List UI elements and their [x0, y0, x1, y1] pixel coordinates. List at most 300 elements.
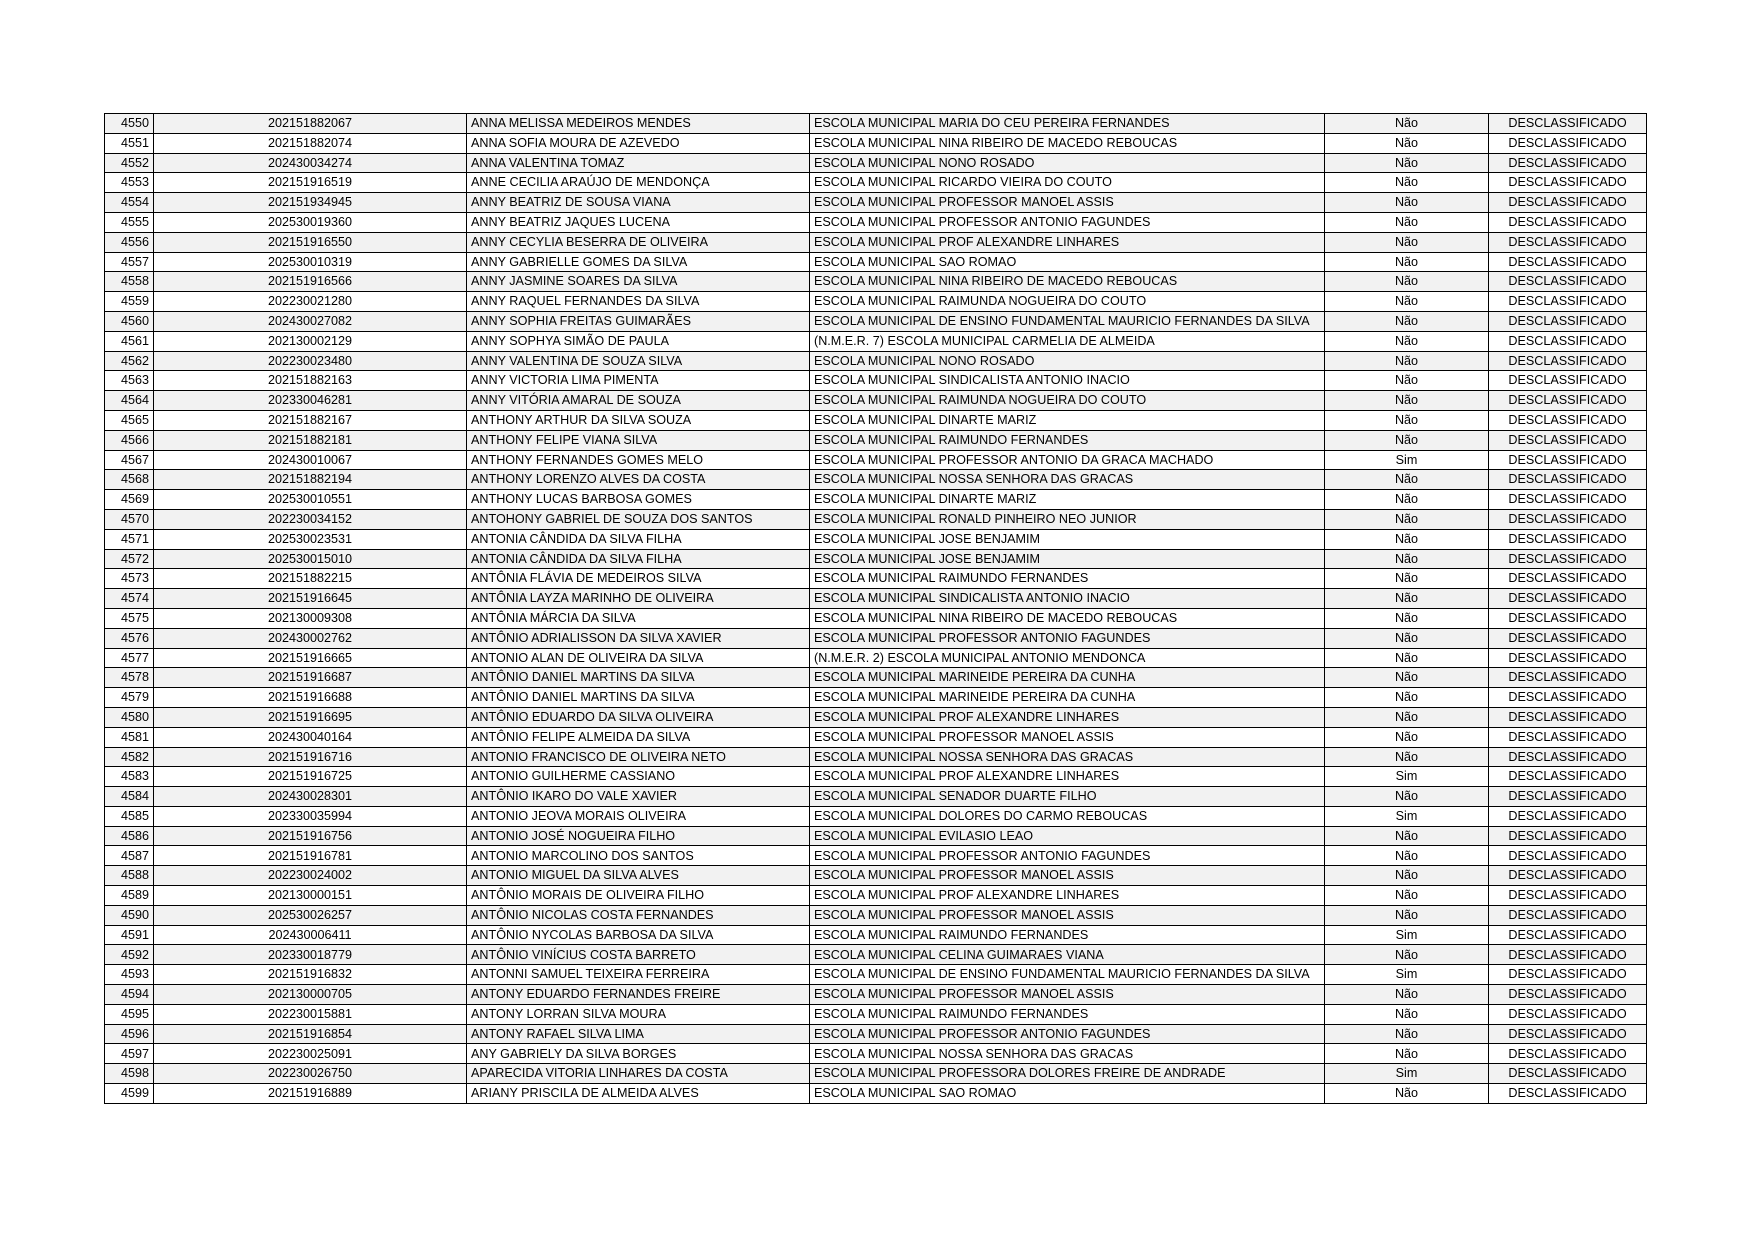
registration-id: 202330018779 [154, 945, 467, 965]
row-number: 4590 [105, 905, 154, 925]
status-label: DESCLASSIFICADO [1489, 668, 1647, 688]
status-label: DESCLASSIFICADO [1489, 608, 1647, 628]
candidate-name: ANY GABRIELY DA SILVA BORGES [467, 1044, 810, 1064]
row-number: 4578 [105, 668, 154, 688]
status-label: DESCLASSIFICADO [1489, 193, 1647, 213]
quota-flag: Não [1325, 410, 1489, 430]
registration-id: 202151916854 [154, 1024, 467, 1044]
table-row [105, 351, 1647, 371]
school-name: ESCOLA MUNICIPAL PROFESSOR MANOEL ASSIS [810, 866, 1325, 886]
row-number: 4557 [105, 252, 154, 272]
table-row [105, 410, 1647, 430]
registration-id: 202151916687 [154, 668, 467, 688]
row-number: 4550 [105, 114, 154, 134]
candidate-name: ANNY BEATRIZ JAQUES LUCENA [467, 212, 810, 232]
status-label: DESCLASSIFICADO [1489, 470, 1647, 490]
table-row [105, 668, 1647, 688]
quota-flag: Não [1325, 608, 1489, 628]
candidate-name: ANTHONY LORENZO ALVES DA COSTA [467, 470, 810, 490]
quota-flag: Não [1325, 905, 1489, 925]
status-label: DESCLASSIFICADO [1489, 589, 1647, 609]
status-label: DESCLASSIFICADO [1489, 272, 1647, 292]
quota-flag: Sim [1325, 965, 1489, 985]
status-label: DESCLASSIFICADO [1489, 707, 1647, 727]
quota-flag: Sim [1325, 450, 1489, 470]
status-label: DESCLASSIFICADO [1489, 1044, 1647, 1064]
table-row [105, 153, 1647, 173]
registration-id: 202151916756 [154, 826, 467, 846]
school-name: ESCOLA MUNICIPAL MARINEIDE PEREIRA DA CUNHA [810, 668, 1325, 688]
candidate-name: ANNY VICTORIA LIMA PIMENTA [467, 371, 810, 391]
status-label: DESCLASSIFICADO [1489, 430, 1647, 450]
quota-flag: Não [1325, 232, 1489, 252]
table-row [105, 985, 1647, 1005]
school-name: ESCOLA MUNICIPAL SINDICALISTA ANTONIO INACIO [810, 371, 1325, 391]
school-name: ESCOLA MUNICIPAL PROF ALEXANDRE LINHARES [810, 232, 1325, 252]
quota-flag: Não [1325, 886, 1489, 906]
school-name: ESCOLA MUNICIPAL PROFESSOR MANOEL ASSIS [810, 193, 1325, 213]
registration-id: 202530019360 [154, 212, 467, 232]
quota-flag: Não [1325, 846, 1489, 866]
quota-flag: Não [1325, 707, 1489, 727]
row-number: 4563 [105, 371, 154, 391]
school-name: ESCOLA MUNICIPAL JOSE BENJAMIM [810, 549, 1325, 569]
registration-id: 202130000151 [154, 886, 467, 906]
candidate-name: ANNE CECILIA ARAÚJO DE MENDONÇA [467, 173, 810, 193]
table-row [105, 648, 1647, 668]
row-number: 4560 [105, 311, 154, 331]
registration-id: 202130002129 [154, 331, 467, 351]
quota-flag: Sim [1325, 925, 1489, 945]
status-label: DESCLASSIFICADO [1489, 232, 1647, 252]
table-row [105, 589, 1647, 609]
registration-id: 202430027082 [154, 311, 467, 331]
school-name: ESCOLA MUNICIPAL NOSSA SENHORA DAS GRACAS [810, 747, 1325, 767]
registration-id: 202430002762 [154, 628, 467, 648]
quota-flag: Não [1325, 351, 1489, 371]
candidate-name: ANNY JASMINE SOARES DA SILVA [467, 272, 810, 292]
candidate-name: ANNA MELISSA MEDEIROS MENDES [467, 114, 810, 134]
table-row [105, 846, 1647, 866]
school-name: ESCOLA MUNICIPAL NONO ROSADO [810, 153, 1325, 173]
quota-flag: Sim [1325, 1064, 1489, 1084]
row-number: 4599 [105, 1084, 154, 1104]
candidate-name: ANNA SOFIA MOURA DE AZEVEDO [467, 133, 810, 153]
quota-flag: Não [1325, 1004, 1489, 1024]
row-number: 4577 [105, 648, 154, 668]
candidate-name: ANNY SOPHYA SIMÃO DE PAULA [467, 331, 810, 351]
quota-flag: Não [1325, 549, 1489, 569]
row-number: 4594 [105, 985, 154, 1005]
candidate-name: ANTHONY ARTHUR DA SILVA SOUZA [467, 410, 810, 430]
status-label: DESCLASSIFICADO [1489, 985, 1647, 1005]
row-number: 4589 [105, 886, 154, 906]
quota-flag: Não [1325, 569, 1489, 589]
quota-flag: Não [1325, 826, 1489, 846]
quota-flag: Não [1325, 153, 1489, 173]
school-name: ESCOLA MUNICIPAL CELINA GUIMARAES VIANA [810, 945, 1325, 965]
row-number: 4566 [105, 430, 154, 450]
candidate-name: ANTÔNIO VINÍCIUS COSTA BARRETO [467, 945, 810, 965]
quota-flag: Não [1325, 945, 1489, 965]
quota-flag: Não [1325, 371, 1489, 391]
registration-id: 202151882194 [154, 470, 467, 490]
row-number: 4579 [105, 688, 154, 708]
school-name: ESCOLA MUNICIPAL RONALD PINHEIRO NEO JUNIOR [810, 509, 1325, 529]
table-row [105, 1004, 1647, 1024]
table-row [105, 371, 1647, 391]
quota-flag: Não [1325, 1024, 1489, 1044]
quota-flag: Não [1325, 311, 1489, 331]
school-name: ESCOLA MUNICIPAL RAIMUNDO FERNANDES [810, 569, 1325, 589]
quota-flag: Não [1325, 628, 1489, 648]
row-number: 4554 [105, 193, 154, 213]
status-label: DESCLASSIFICADO [1489, 688, 1647, 708]
table-row [105, 193, 1647, 213]
candidate-name: ANNY VALENTINA DE SOUZA SILVA [467, 351, 810, 371]
row-number: 4564 [105, 391, 154, 411]
registration-id: 202530010319 [154, 252, 467, 272]
candidate-name: ANTÔNIO IKARO DO VALE XAVIER [467, 787, 810, 807]
registration-id: 202530015010 [154, 549, 467, 569]
status-label: DESCLASSIFICADO [1489, 410, 1647, 430]
candidate-name: ANNY RAQUEL FERNANDES DA SILVA [467, 292, 810, 312]
registration-id: 202430010067 [154, 450, 467, 470]
candidate-name: ANTONIA CÂNDIDA DA SILVA FILHA [467, 549, 810, 569]
table-row [105, 173, 1647, 193]
row-number: 4574 [105, 589, 154, 609]
quota-flag: Não [1325, 589, 1489, 609]
table-row [105, 1064, 1647, 1084]
status-label: DESCLASSIFICADO [1489, 905, 1647, 925]
status-label: DESCLASSIFICADO [1489, 450, 1647, 470]
candidate-name: ANTÔNIO ADRIALISSON DA SILVA XAVIER [467, 628, 810, 648]
row-number: 4588 [105, 866, 154, 886]
school-name: ESCOLA MUNICIPAL RAIMUNDA NOGUEIRA DO COUTO [810, 391, 1325, 411]
quota-flag: Não [1325, 787, 1489, 807]
status-label: DESCLASSIFICADO [1489, 747, 1647, 767]
registration-id: 202151882074 [154, 133, 467, 153]
table-row [105, 1024, 1647, 1044]
table-row [105, 450, 1647, 470]
quota-flag: Não [1325, 1044, 1489, 1064]
school-name: ESCOLA MUNICIPAL NINA RIBEIRO DE MACEDO REBOUCAS [810, 608, 1325, 628]
school-name: ESCOLA MUNICIPAL NINA RIBEIRO DE MACEDO REBOUCAS [810, 272, 1325, 292]
school-name: ESCOLA MUNICIPAL NOSSA SENHORA DAS GRACAS [810, 1044, 1325, 1064]
registration-id: 202151882067 [154, 114, 467, 134]
registration-id: 202151916566 [154, 272, 467, 292]
school-name: ESCOLA MUNICIPAL NOSSA SENHORA DAS GRACAS [810, 470, 1325, 490]
school-name: ESCOLA MUNICIPAL EVILASIO LEAO [810, 826, 1325, 846]
status-label: DESCLASSIFICADO [1489, 886, 1647, 906]
quota-flag: Não [1325, 529, 1489, 549]
quota-flag: Não [1325, 866, 1489, 886]
registration-id: 202530023531 [154, 529, 467, 549]
row-number: 4570 [105, 509, 154, 529]
quota-flag: Não [1325, 133, 1489, 153]
status-label: DESCLASSIFICADO [1489, 292, 1647, 312]
registration-id: 202151916688 [154, 688, 467, 708]
school-name: ESCOLA MUNICIPAL MARIA DO CEU PEREIRA FERNANDES [810, 114, 1325, 134]
candidate-name: ANTÔNIO FELIPE ALMEIDA DA SILVA [467, 727, 810, 747]
table-row [105, 252, 1647, 272]
status-label: DESCLASSIFICADO [1489, 569, 1647, 589]
table-row [105, 391, 1647, 411]
status-label: DESCLASSIFICADO [1489, 133, 1647, 153]
candidate-name: ANNY CECYLIA BESERRA DE OLIVEIRA [467, 232, 810, 252]
row-number: 4571 [105, 529, 154, 549]
row-number: 4565 [105, 410, 154, 430]
status-label: DESCLASSIFICADO [1489, 173, 1647, 193]
candidate-name: ANTÔNIO EDUARDO DA SILVA OLIVEIRA [467, 707, 810, 727]
school-name: ESCOLA MUNICIPAL PROFESSOR ANTONIO FAGUNDES [810, 212, 1325, 232]
status-label: DESCLASSIFICADO [1489, 925, 1647, 945]
school-name: ESCOLA MUNICIPAL DE ENSINO FUNDAMENTAL MAURICIO FERNANDES DA SILVA [810, 311, 1325, 331]
status-label: DESCLASSIFICADO [1489, 846, 1647, 866]
table-row [105, 925, 1647, 945]
registration-id: 202530010551 [154, 490, 467, 510]
status-label: DESCLASSIFICADO [1489, 212, 1647, 232]
table-row [105, 806, 1647, 826]
row-number: 4591 [105, 925, 154, 945]
school-name: ESCOLA MUNICIPAL RAIMUNDO FERNANDES [810, 430, 1325, 450]
row-number: 4567 [105, 450, 154, 470]
registration-id: 202430028301 [154, 787, 467, 807]
registration-id: 202230023480 [154, 351, 467, 371]
row-number: 4595 [105, 1004, 154, 1024]
row-number: 4597 [105, 1044, 154, 1064]
quota-flag: Não [1325, 470, 1489, 490]
table-row [105, 569, 1647, 589]
row-number: 4561 [105, 331, 154, 351]
status-label: DESCLASSIFICADO [1489, 1064, 1647, 1084]
school-name: ESCOLA MUNICIPAL DOLORES DO CARMO REBOUCAS [810, 806, 1325, 826]
candidate-name: ANTHONY FELIPE VIANA SILVA [467, 430, 810, 450]
table-row [105, 311, 1647, 331]
school-name: ESCOLA MUNICIPAL PROF ALEXANDRE LINHARES [810, 767, 1325, 787]
registration-id: 202230024002 [154, 866, 467, 886]
table-row [105, 133, 1647, 153]
row-number: 4596 [105, 1024, 154, 1044]
row-number: 4581 [105, 727, 154, 747]
row-number: 4576 [105, 628, 154, 648]
registration-id: 202151882181 [154, 430, 467, 450]
school-name: ESCOLA MUNICIPAL PROFESSORA DOLORES FREIRE DE ANDRADE [810, 1064, 1325, 1084]
quota-flag: Não [1325, 292, 1489, 312]
status-label: DESCLASSIFICADO [1489, 114, 1647, 134]
table-body [105, 114, 1647, 1104]
status-label: DESCLASSIFICADO [1489, 252, 1647, 272]
school-name: ESCOLA MUNICIPAL SAO ROMAO [810, 252, 1325, 272]
table-row [105, 470, 1647, 490]
row-number: 4598 [105, 1064, 154, 1084]
quota-flag: Não [1325, 212, 1489, 232]
table-row [105, 1084, 1647, 1104]
row-number: 4551 [105, 133, 154, 153]
candidate-name: APARECIDA VITORIA LINHARES DA COSTA [467, 1064, 810, 1084]
registration-id: 202151882167 [154, 410, 467, 430]
school-name: ESCOLA MUNICIPAL MARINEIDE PEREIRA DA CUNHA [810, 688, 1325, 708]
registration-id: 202151882163 [154, 371, 467, 391]
candidate-name: ANTHONY FERNANDES GOMES MELO [467, 450, 810, 470]
school-name: ESCOLA MUNICIPAL PROF ALEXANDRE LINHARES [810, 886, 1325, 906]
table-row [105, 232, 1647, 252]
status-label: DESCLASSIFICADO [1489, 767, 1647, 787]
status-label: DESCLASSIFICADO [1489, 1084, 1647, 1104]
row-number: 4553 [105, 173, 154, 193]
table-row [105, 430, 1647, 450]
status-label: DESCLASSIFICADO [1489, 391, 1647, 411]
row-number: 4559 [105, 292, 154, 312]
registration-id: 202151916832 [154, 965, 467, 985]
candidate-name: ANTÔNIO DANIEL MARTINS DA SILVA [467, 688, 810, 708]
row-number: 4584 [105, 787, 154, 807]
quota-flag: Não [1325, 727, 1489, 747]
status-label: DESCLASSIFICADO [1489, 529, 1647, 549]
row-number: 4586 [105, 826, 154, 846]
school-name: ESCOLA MUNICIPAL PROFESSOR MANOEL ASSIS [810, 985, 1325, 1005]
table-row [105, 529, 1647, 549]
registration-id: 202230021280 [154, 292, 467, 312]
quota-flag: Não [1325, 1084, 1489, 1104]
row-number: 4583 [105, 767, 154, 787]
quota-flag: Não [1325, 430, 1489, 450]
row-number: 4556 [105, 232, 154, 252]
row-number: 4555 [105, 212, 154, 232]
table-row [105, 1044, 1647, 1064]
row-number: 4593 [105, 965, 154, 985]
candidate-name: ANTONNI SAMUEL TEIXEIRA FERREIRA [467, 965, 810, 985]
registration-id: 202130009308 [154, 608, 467, 628]
candidate-name: ANTHONY LUCAS BARBOSA GOMES [467, 490, 810, 510]
status-label: DESCLASSIFICADO [1489, 628, 1647, 648]
school-name: ESCOLA MUNICIPAL SAO ROMAO [810, 1084, 1325, 1104]
status-label: DESCLASSIFICADO [1489, 1004, 1647, 1024]
school-name: ESCOLA MUNICIPAL SINDICALISTA ANTONIO INACIO [810, 589, 1325, 609]
table-row [105, 331, 1647, 351]
candidate-name: ANTONIO ALAN DE OLIVEIRA DA SILVA [467, 648, 810, 668]
registration-id: 202151916519 [154, 173, 467, 193]
table-row [105, 292, 1647, 312]
school-name: ESCOLA MUNICIPAL PROF ALEXANDRE LINHARES [810, 707, 1325, 727]
school-name: ESCOLA MUNICIPAL SENADOR DUARTE FILHO [810, 787, 1325, 807]
row-number: 4585 [105, 806, 154, 826]
quota-flag: Não [1325, 391, 1489, 411]
school-name: ESCOLA MUNICIPAL PROFESSOR ANTONIO DA GRACA MACHADO [810, 450, 1325, 470]
table-row [105, 866, 1647, 886]
registration-id: 202151916550 [154, 232, 467, 252]
candidate-name: ANNY GABRIELLE GOMES DA SILVA [467, 252, 810, 272]
registration-id: 202230015881 [154, 1004, 467, 1024]
table-row [105, 945, 1647, 965]
status-label: DESCLASSIFICADO [1489, 806, 1647, 826]
registration-id: 202230026750 [154, 1064, 467, 1084]
registration-id: 202530026257 [154, 905, 467, 925]
registration-id: 202430034274 [154, 153, 467, 173]
school-name: ESCOLA MUNICIPAL NINA RIBEIRO DE MACEDO REBOUCAS [810, 133, 1325, 153]
table-row [105, 787, 1647, 807]
candidate-name: ANTÔNIO NYCOLAS BARBOSA DA SILVA [467, 925, 810, 945]
status-label: DESCLASSIFICADO [1489, 648, 1647, 668]
candidate-name: ANTÔNIA MÁRCIA DA SILVA [467, 608, 810, 628]
registration-id: 202151882215 [154, 569, 467, 589]
registration-id: 202151916725 [154, 767, 467, 787]
status-label: DESCLASSIFICADO [1489, 727, 1647, 747]
school-name: ESCOLA MUNICIPAL RAIMUNDO FERNANDES [810, 1004, 1325, 1024]
candidate-name: ANNY BEATRIZ DE SOUSA VIANA [467, 193, 810, 213]
status-label: DESCLASSIFICADO [1489, 549, 1647, 569]
table-row [105, 688, 1647, 708]
candidate-name: ANTONIO JEOVA MORAIS OLIVEIRA [467, 806, 810, 826]
status-label: DESCLASSIFICADO [1489, 311, 1647, 331]
table-row [105, 272, 1647, 292]
candidate-name: ANTÔNIO MORAIS DE OLIVEIRA FILHO [467, 886, 810, 906]
registration-id: 202151916645 [154, 589, 467, 609]
table-row [105, 212, 1647, 232]
table-row [105, 905, 1647, 925]
row-number: 4572 [105, 549, 154, 569]
row-number: 4568 [105, 470, 154, 490]
row-number: 4562 [105, 351, 154, 371]
status-label: DESCLASSIFICADO [1489, 787, 1647, 807]
row-number: 4558 [105, 272, 154, 292]
candidate-name: ANNA VALENTINA TOMAZ [467, 153, 810, 173]
table-row [105, 727, 1647, 747]
row-number: 4580 [105, 707, 154, 727]
quota-flag: Não [1325, 193, 1489, 213]
quota-flag: Não [1325, 985, 1489, 1005]
row-number: 4569 [105, 490, 154, 510]
row-number: 4582 [105, 747, 154, 767]
school-name: (N.M.E.R. 7) ESCOLA MUNICIPAL CARMELIA DE ALMEIDA [810, 331, 1325, 351]
table-row [105, 747, 1647, 767]
registration-id: 202330035994 [154, 806, 467, 826]
table-row [105, 509, 1647, 529]
status-label: DESCLASSIFICADO [1489, 965, 1647, 985]
registration-id: 202430040164 [154, 727, 467, 747]
quota-flag: Sim [1325, 806, 1489, 826]
row-number: 4552 [105, 153, 154, 173]
status-label: DESCLASSIFICADO [1489, 1024, 1647, 1044]
candidate-name: ANNY VITÓRIA AMARAL DE SOUZA [467, 391, 810, 411]
school-name: ESCOLA MUNICIPAL NONO ROSADO [810, 351, 1325, 371]
quota-flag: Não [1325, 272, 1489, 292]
registration-id: 202151916781 [154, 846, 467, 866]
registration-id: 202151916716 [154, 747, 467, 767]
quota-flag: Não [1325, 747, 1489, 767]
registration-id: 202230034152 [154, 509, 467, 529]
table-row [105, 490, 1647, 510]
status-label: DESCLASSIFICADO [1489, 945, 1647, 965]
school-name: ESCOLA MUNICIPAL PROFESSOR MANOEL ASSIS [810, 905, 1325, 925]
quota-flag: Sim [1325, 767, 1489, 787]
candidate-name: ANTONIO FRANCISCO DE OLIVEIRA NETO [467, 747, 810, 767]
table-row [105, 707, 1647, 727]
registration-id: 202130000705 [154, 985, 467, 1005]
school-name: ESCOLA MUNICIPAL PROFESSOR ANTONIO FAGUNDES [810, 1024, 1325, 1044]
quota-flag: Não [1325, 331, 1489, 351]
registration-id: 202151916695 [154, 707, 467, 727]
registration-id: 202330046281 [154, 391, 467, 411]
registration-id: 202430006411 [154, 925, 467, 945]
table-row [105, 628, 1647, 648]
candidate-name: ANTÔNIA LAYZA MARINHO DE OLIVEIRA [467, 589, 810, 609]
candidate-name: ANNY SOPHIA FREITAS GUIMARÃES [467, 311, 810, 331]
school-name: ESCOLA MUNICIPAL DE ENSINO FUNDAMENTAL MAURICIO FERNANDES DA SILVA [810, 965, 1325, 985]
table-row [105, 608, 1647, 628]
school-name: ESCOLA MUNICIPAL RAIMUNDA NOGUEIRA DO COUTO [810, 292, 1325, 312]
candidate-name: ANTÔNIO DANIEL MARTINS DA SILVA [467, 668, 810, 688]
